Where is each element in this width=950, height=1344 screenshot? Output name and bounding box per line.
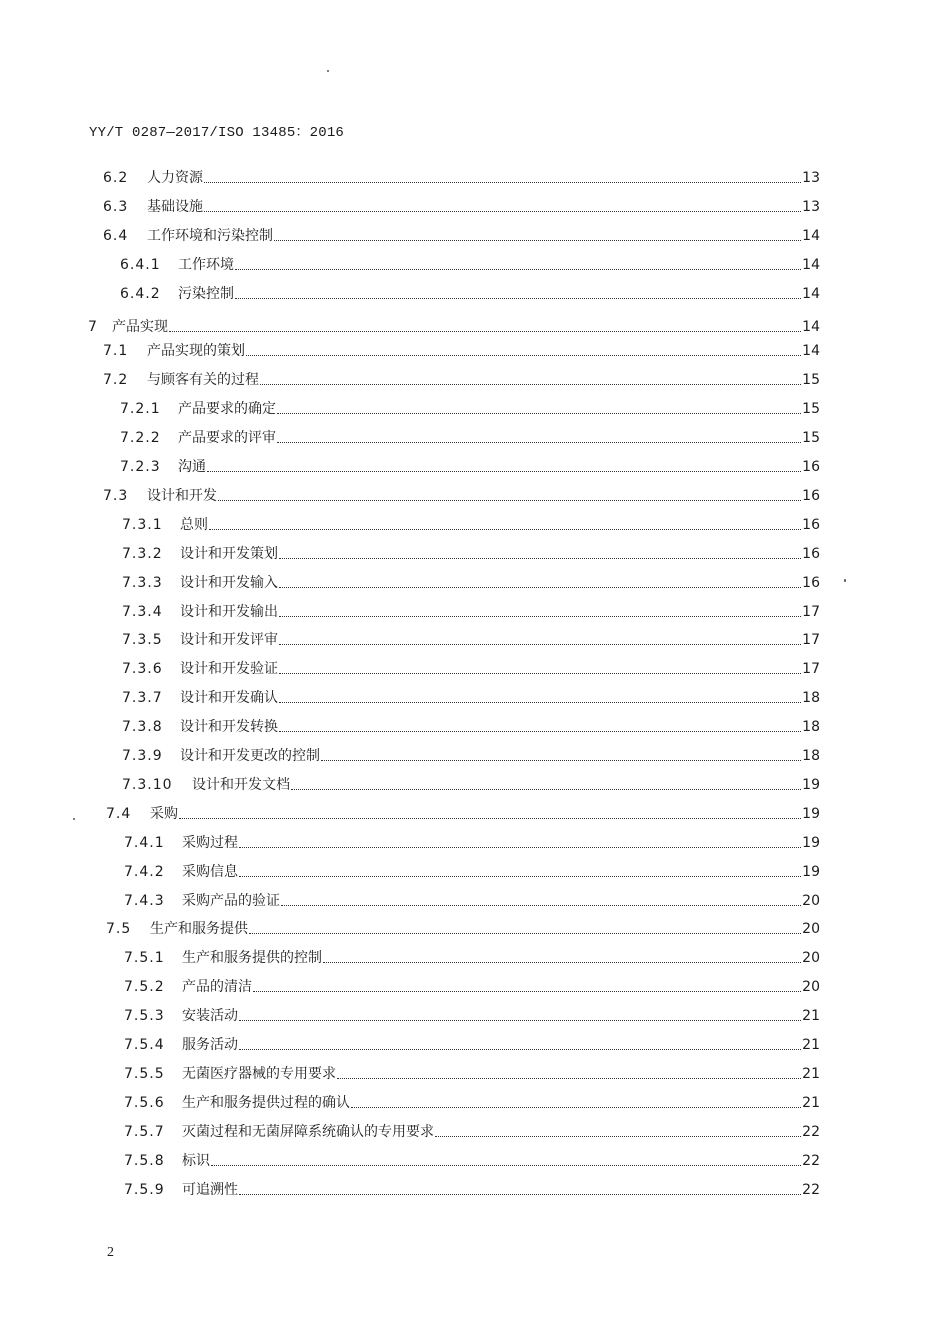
toc-entry-title: 设计和开发输出 [180,603,278,620]
toc-entry-page: 14 [802,343,820,360]
toc-entry-number: 7.3.5 [122,632,163,649]
dot-leader [260,383,801,385]
dot-leader [211,1164,801,1166]
toc-entry[interactable] [103,365,820,389]
toc-entry[interactable] [124,886,820,910]
toc-entry-page: 18 [802,748,820,764]
toc-entry-page: 16 [802,487,820,504]
toc-entry-title: 总则 [180,516,208,533]
toc-entry-page: 22 [802,1152,820,1169]
toc-entry-title: 产品的清洁 [182,979,252,996]
dot-leader [435,1135,801,1137]
toc-entry-page: 22 [802,1123,820,1140]
toc-entry-title: 设计和开发更改的控制 [180,748,320,764]
toc-entry-page: 21 [802,1037,820,1053]
toc-entry-number: 7.4.1 [124,834,165,851]
toc-entry-page: 20 [802,979,820,996]
toc-entry-page: 21 [802,1094,820,1111]
toc-entry-page: 20 [802,921,820,938]
dot-leader [239,846,801,848]
toc-entry[interactable] [124,1001,820,1025]
toc-entry[interactable] [103,192,820,216]
toc-entry-number: 7.5 [106,921,132,938]
toc-entry-page: 15 [802,430,820,447]
toc-entry-page: 16 [802,459,820,475]
toc-entry-page: 14 [802,227,820,244]
toc-entry-number: 6.3 [103,198,129,215]
toc-entry-page: 14 [802,318,820,335]
toc-entry-title: 产品实现的策划 [147,343,245,360]
toc-entry[interactable] [120,452,820,476]
dot-leader [279,701,801,703]
toc-entry-number: 7.5.1 [124,950,165,967]
toc-entry-number: 7.5.7 [124,1123,165,1140]
toc-entry-title: 生产和服务提供的控制 [182,950,322,967]
dot-leader [279,615,801,617]
toc-entry-title: 沟通 [178,459,206,475]
dot-leader [277,441,801,443]
toc-entry-number: 6.4.1 [120,256,161,273]
toc-entry-title: 产品要求的评审 [178,430,276,447]
scan-speck [73,818,75,820]
toc-entry-page: 19 [802,776,820,793]
toc-entry[interactable] [124,1030,820,1054]
toc-entry-title: 设计和开发转换 [180,719,278,736]
toc-entry[interactable] [124,828,820,852]
dot-leader [323,961,801,963]
toc-entry[interactable] [120,394,820,418]
toc-entry-title: 设计和开发输入 [180,574,278,591]
toc-entry-title: 采购过程 [182,834,238,851]
toc-entry-title: 灭菌过程和无菌屏障系统确认的专用要求 [182,1123,434,1140]
dot-leader [239,875,801,877]
toc-entry-page: 19 [802,834,820,851]
toc-entry-number: 7.5.9 [124,1181,165,1198]
toc-entry-number: 7.3.4 [122,603,163,620]
dot-leader [274,239,801,241]
toc-entry-number: 6.2 [103,170,129,186]
dot-leader [321,759,801,761]
toc-entry-number: 7.3.6 [122,661,163,678]
toc-entry-title: 人力资源 [147,170,203,186]
toc-entry-number: 7.2.1 [120,401,161,418]
dot-leader [279,730,801,732]
toc-entry-number: 7.3.1 [122,516,163,533]
dot-leader [239,1193,801,1195]
toc-entry[interactable] [122,625,820,649]
toc-entry-page: 14 [802,256,820,273]
toc-entry-title: 生产和服务提供过程的确认 [182,1094,350,1111]
dot-leader [277,412,801,414]
dot-leader [279,643,801,645]
dot-leader [249,932,801,934]
toc-entry-title: 标识 [182,1152,210,1169]
toc-entry-title: 设计和开发验证 [180,661,278,678]
toc-entry-page: 17 [802,603,820,620]
dot-leader [281,904,801,906]
dot-leader [279,557,801,559]
toc-entry[interactable] [88,312,820,336]
toc-entry-page: 16 [802,574,820,591]
toc-entry[interactable] [124,1146,820,1170]
toc-entry[interactable] [103,163,820,187]
toc-entry-title: 与顾客有关的过程 [147,372,259,389]
scan-speck [844,579,846,582]
toc-entry[interactable] [122,770,820,794]
toc-entry-number: 7.3 [103,487,129,504]
toc-entry[interactable] [120,279,820,303]
toc-entry-title: 安装活动 [182,1008,238,1025]
dot-leader [239,1048,801,1050]
toc-entry-number: 7.4 [106,805,132,822]
toc-entry[interactable] [122,712,820,736]
toc-entry-title: 基础设施 [147,198,203,215]
toc-entry-page: 16 [802,545,820,562]
toc-entry-number: 7.5.2 [124,979,165,996]
toc-entry-page: 15 [802,401,820,418]
toc-entry-title: 设计和开发文档 [192,776,290,793]
toc-entry-page: 18 [802,719,820,736]
toc-entry[interactable] [120,250,820,274]
toc-entry[interactable] [122,683,820,707]
dot-leader [246,354,801,356]
toc-entry-title: 设计和开发 [147,487,217,504]
toc-entry-page: 19 [802,805,820,822]
standard-code-header: YY/T 0287—2017/ISO 13485：2016 [89,125,345,141]
dot-leader [291,788,801,790]
toc-entry-page: 18 [802,690,820,707]
dot-leader [253,990,801,992]
toc-entry-number: 7.2.3 [120,459,161,475]
toc-entry-number: 7 [88,318,98,335]
dot-leader [179,817,801,819]
toc-entry[interactable] [122,741,820,765]
dot-leader [207,470,801,472]
dot-leader [279,586,801,588]
toc-entry-title: 采购产品的验证 [182,892,280,909]
toc-entry-title: 污染控制 [178,285,234,302]
toc-entry-title: 设计和开发确认 [180,690,278,707]
dot-leader [337,1077,801,1079]
dot-leader [351,1106,801,1108]
toc-entry[interactable] [122,510,820,534]
toc-entry-page: 21 [802,1008,820,1025]
toc-entry-page: 20 [802,950,820,967]
toc-entry[interactable] [122,539,820,563]
toc-entry-page: 17 [802,632,820,649]
dot-leader [218,499,801,501]
toc-entry-number: 7.4.2 [124,863,165,880]
toc-entry-number: 7.5.4 [124,1037,165,1053]
scan-speck [327,70,329,72]
toc-entry-title: 设计和开发评审 [180,632,278,649]
dot-leader [204,181,801,183]
toc-entry-page: 19 [802,863,820,880]
toc-entry-page: 20 [802,892,820,909]
toc-entry-number: 7.3.7 [122,690,163,707]
toc-entry-number: 7.5.5 [124,1065,165,1082]
dot-leader [204,210,801,212]
toc-entry-number: 7.3.9 [122,748,163,764]
toc-entry-page: 13 [802,170,820,186]
toc-entry-page: 14 [802,285,820,302]
dot-leader [235,268,801,270]
toc-entry[interactable] [120,423,820,447]
toc-entry-page: 16 [802,516,820,533]
toc-entry-page: 17 [802,661,820,678]
toc-entry[interactable] [106,799,820,823]
page-number: 2 [107,1245,114,1260]
toc-entry[interactable] [106,914,820,938]
toc-entry-title: 工作环境 [178,256,234,273]
toc-entry-number: 7.2.2 [120,430,161,447]
dot-leader [239,1019,801,1021]
toc-entry[interactable] [124,972,820,996]
toc-entry[interactable] [124,1088,820,1112]
toc-entry-title: 采购 [150,805,178,822]
toc-entry-number: 7.3.3 [122,574,163,591]
toc-entry[interactable] [124,1117,820,1141]
toc-entry-number: 7.2 [103,372,129,389]
toc-entry-number: 7.1 [103,343,129,360]
toc-entry-number: 7.5.3 [124,1008,165,1025]
toc-entry[interactable] [103,336,820,360]
toc-entry-page: 22 [802,1181,820,1198]
toc-entry-title: 设计和开发策划 [180,545,278,562]
toc-entry-title: 生产和服务提供 [150,921,248,938]
toc-entry-number: 7.3.10 [122,776,173,793]
toc-entry-page: 13 [802,198,820,215]
toc-entry-number: 7.3.8 [122,719,163,736]
dot-leader [279,672,801,674]
toc-entry[interactable] [122,597,820,621]
toc-entry-title: 采购信息 [182,863,238,880]
toc-entry-title: 产品要求的确定 [178,401,276,418]
toc-entry-number: 7.5.8 [124,1152,165,1169]
toc-entry[interactable] [122,654,820,678]
toc-entry[interactable] [124,857,820,881]
toc-entry[interactable] [124,1059,820,1083]
toc-entry-page: 15 [802,372,820,389]
toc-entry[interactable] [124,1175,820,1199]
toc-entry-title: 产品实现 [112,318,168,335]
toc-entry-number: 6.4 [103,227,129,244]
toc-entry[interactable] [103,221,820,245]
toc-entry[interactable] [122,568,820,592]
toc-entry-number: 7.5.6 [124,1094,165,1111]
toc-entry-title: 服务活动 [182,1037,238,1053]
toc-entry[interactable] [103,481,820,505]
dot-leader [209,528,801,530]
dot-leader [235,297,801,299]
toc-entry-number: 7.3.2 [122,545,163,562]
toc-entry[interactable] [124,943,820,967]
toc-entry-title: 可追溯性 [182,1181,238,1198]
toc-entry-page: 21 [802,1065,820,1082]
toc-entry-number: 6.4.2 [120,285,161,302]
toc-entry-title: 工作环境和污染控制 [147,227,273,244]
dot-leader [169,330,801,332]
toc-entry-title: 无菌医疗器械的专用要求 [182,1065,336,1082]
toc-entry-number: 7.4.3 [124,892,165,909]
